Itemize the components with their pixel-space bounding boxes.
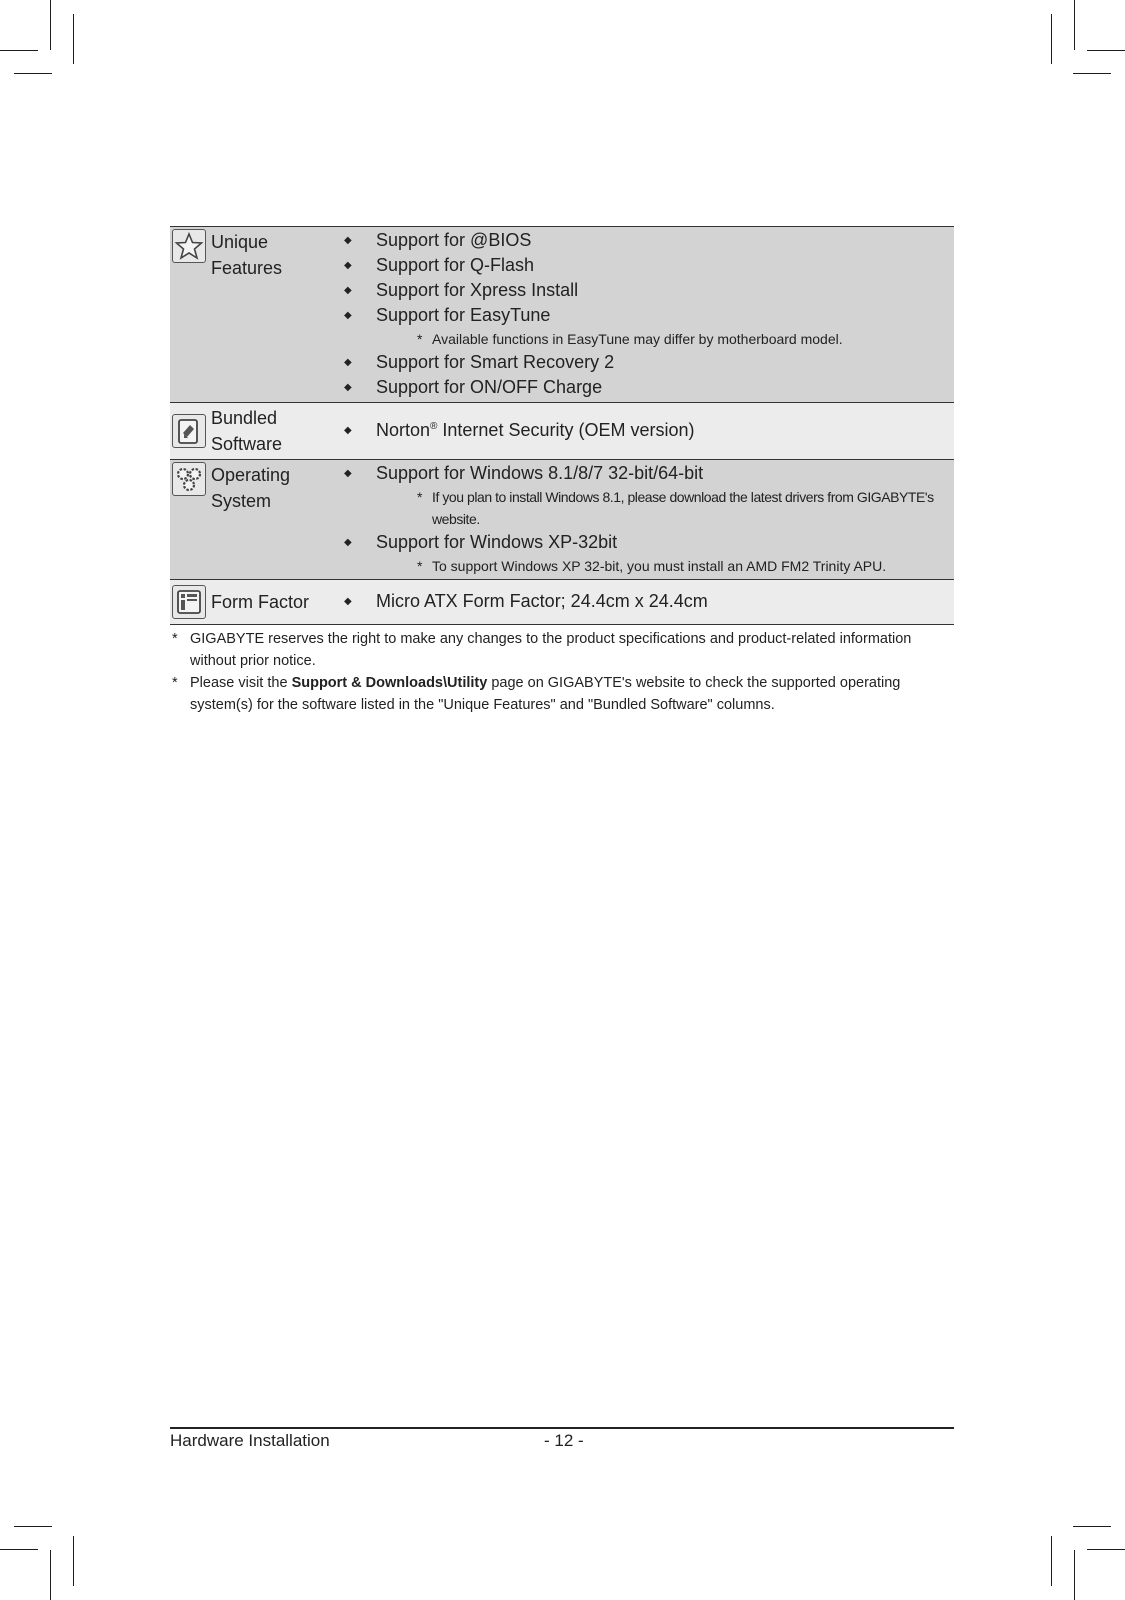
label-cell xyxy=(170,227,340,402)
crop-mark xyxy=(50,1550,51,1600)
footer-section-title: Hardware Installation xyxy=(170,1431,330,1450)
list-item xyxy=(340,530,954,555)
crop-mark xyxy=(1074,1550,1075,1600)
item-text-part: Internet Security (OEM version) xyxy=(437,420,695,440)
list-item xyxy=(340,418,954,443)
crop-mark xyxy=(1087,1549,1125,1550)
crop-mark xyxy=(73,14,74,64)
footnote xyxy=(170,672,960,716)
item-text: Support for Windows 8.1/8/7 32-bit/64-bit xyxy=(376,463,704,483)
label-cell xyxy=(170,580,340,624)
bullet-icon: ◆ xyxy=(344,468,352,479)
list-item xyxy=(340,303,954,328)
note-star: * xyxy=(417,331,423,347)
list-item xyxy=(340,228,954,253)
bullet-icon: ◆ xyxy=(344,596,352,607)
footnote-text-part: Please visit the xyxy=(190,675,292,691)
crop-mark xyxy=(1087,50,1125,51)
row-bundled-software xyxy=(170,403,954,460)
board-layout-icon xyxy=(172,585,206,619)
list-item xyxy=(340,253,954,278)
item-text: Support for Smart Recovery 2 xyxy=(376,352,615,372)
page-number: - 12 - xyxy=(544,1431,584,1450)
item-text: Support for Windows XP-32bit xyxy=(376,532,618,552)
bullet-icon: ◆ xyxy=(344,425,352,436)
spec-table xyxy=(170,226,954,625)
crop-mark xyxy=(1051,1536,1052,1586)
row-label: Form Factor xyxy=(211,592,310,612)
note-star: * xyxy=(172,631,178,647)
item-text: Support for Xpress Install xyxy=(376,280,579,300)
item-text: Support for EasyTune xyxy=(376,305,551,325)
item-text: Support for @BIOS xyxy=(376,230,532,250)
row-form-factor xyxy=(170,580,954,625)
list-item xyxy=(340,350,954,375)
item-text-part: Norton xyxy=(376,420,431,440)
bullet-icon: ◆ xyxy=(344,235,352,246)
note-star: * xyxy=(172,675,178,691)
bullet-icon: ◆ xyxy=(344,357,352,368)
row-label: Unique Features xyxy=(211,232,283,278)
row-content xyxy=(340,580,954,624)
label-line: Bundled xyxy=(211,408,278,428)
bullet-icon: ◆ xyxy=(344,260,352,271)
registered-mark: ® xyxy=(430,421,438,432)
label-line: System xyxy=(211,491,272,511)
row-content xyxy=(340,227,954,402)
row-operating-system xyxy=(170,460,954,580)
row-unique-features xyxy=(170,227,954,403)
crop-mark xyxy=(14,1526,52,1527)
label-line: Operating xyxy=(211,465,291,485)
row-content xyxy=(340,403,954,459)
label-cell xyxy=(170,403,340,459)
list-item xyxy=(340,589,954,614)
row-content xyxy=(340,460,954,579)
crop-mark xyxy=(1074,0,1075,50)
footnotes xyxy=(170,628,960,716)
note-star: * xyxy=(417,489,423,505)
crop-mark xyxy=(1073,73,1111,74)
item-text: Support for ON/OFF Charge xyxy=(376,377,603,397)
crop-mark xyxy=(0,50,38,51)
footnote-bold-link-text: Support & Downloads\Utility xyxy=(291,675,488,691)
list-item xyxy=(340,278,954,303)
item-text: Support for Q-Flash xyxy=(376,255,535,275)
footnote-text xyxy=(190,672,960,716)
note-text: If you plan to install Windows 8.1, please download the latest drivers from GIGABYTE's website. xyxy=(432,489,934,527)
crop-mark xyxy=(73,1536,74,1586)
item-text xyxy=(376,420,695,441)
label-line: Software xyxy=(211,434,283,454)
crop-mark xyxy=(1073,1526,1111,1527)
crop-mark xyxy=(14,73,52,74)
item-note xyxy=(340,328,954,350)
note-star: * xyxy=(417,558,423,574)
footer-rule xyxy=(170,1427,954,1429)
bullet-icon: ◆ xyxy=(344,285,352,296)
gears-icon xyxy=(172,462,206,496)
row-label xyxy=(211,405,282,457)
note-text: To support Windows XP 32-bit, you must install an AMD FM2 Trinity APU. xyxy=(432,558,887,574)
list-item xyxy=(340,375,954,400)
bullet-icon: ◆ xyxy=(344,382,352,393)
software-box-icon xyxy=(172,414,206,448)
bullet-icon: ◆ xyxy=(344,310,352,321)
crop-mark xyxy=(50,0,51,50)
list-item xyxy=(340,461,954,486)
item-note xyxy=(340,555,954,577)
crop-mark xyxy=(1051,14,1052,64)
item-text: Micro ATX Form Factor; 24.4cm x 24.4cm xyxy=(376,591,708,611)
footnote-text-part: page on GIGABYTE's website to check the supported operating system(s) for the software listed in the "Unique Features" and "Bundled Software" columns. xyxy=(190,675,901,713)
crop-mark xyxy=(0,1549,38,1550)
footnote-text: GIGABYTE reserves the right to make any changes to the product specifications and product-related information without prior notice. xyxy=(190,631,912,669)
item-note xyxy=(340,486,954,530)
bullet-icon: ◆ xyxy=(344,537,352,548)
note-text: Available functions in EasyTune may differ by motherboard model. xyxy=(432,331,843,347)
star-badge-icon xyxy=(172,229,206,263)
label-cell xyxy=(170,460,340,579)
row-label xyxy=(211,462,290,514)
footnote xyxy=(170,628,960,672)
